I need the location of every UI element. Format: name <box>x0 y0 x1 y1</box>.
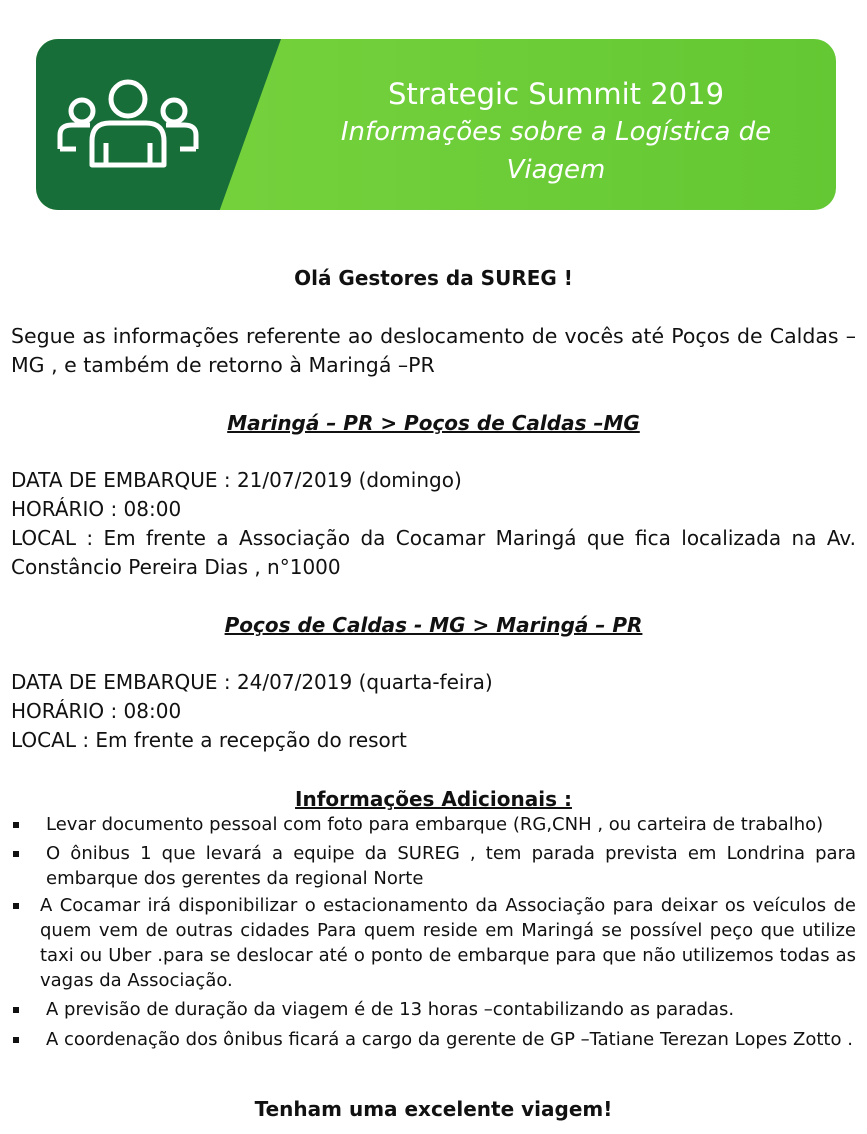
bullet-square-icon <box>13 903 19 909</box>
list-item <box>10 841 856 891</box>
list-item-text: A coordenação dos ônibus ficará a cargo da gerente de GP –Tatiane Terezan Lopes Zotto . <box>46 1029 853 1050</box>
banner-text <box>282 75 830 189</box>
list-item <box>10 1027 856 1052</box>
bullet-square-icon <box>13 1007 19 1013</box>
return-time: HORÁRIO : 08:00 <box>11 699 182 723</box>
return-location: LOCAL : Em frente a recepção do resort <box>11 728 407 752</box>
outbound-location: LOCAL : Em frente a Associação da Cocamar Maringá que fica localizada na Av. Constâncio Pereira Dias , n°1000 <box>11 526 856 579</box>
bullet-square-icon <box>13 1037 19 1043</box>
list-item <box>10 997 856 1022</box>
people-group-icon <box>54 77 202 173</box>
bullet-square-icon <box>13 851 19 857</box>
list-item-text: A Cocamar irá disponibilizar o estacionamento da Associação para deixar os veículos de quem vem de outras cidades Para quem reside em Maringá se possível peço que utilize taxi ou Uber .para se deslocar até o ponto de embarque para que não utilizemos todas as vagas da Associação. <box>40 895 856 991</box>
list-item-text: O ônibus 1 que levará a equipe da SUREG , tem parada prevista em Londrina para embarque dos gerentes da regional Norte <box>46 843 856 889</box>
outbound-time: HORÁRIO : 08:00 <box>11 497 182 521</box>
return-date: DATA DE EMBARQUE : 24/07/2019 (quarta-feira) <box>11 670 493 694</box>
return-heading: Poços de Caldas - MG > Maringá – PR <box>224 613 643 637</box>
list-item-text: Levar documento pessoal com foto para embarque (RG,CNH , ou carteira de trabalho) <box>46 814 824 835</box>
list-item <box>10 893 856 993</box>
outbound-date: DATA DE EMBARQUE : 21/07/2019 (domingo) <box>11 468 462 492</box>
banner-subtitle-line1: Informações sobre a Logística de <box>340 117 772 147</box>
outbound-heading: Maringá – PR > Poços de Caldas –MG <box>227 411 640 435</box>
additional-list <box>10 812 856 1052</box>
banner-subtitle-line2: Viagem <box>506 155 606 185</box>
list-item-text: A previsão de duração da viagem é de 13 horas –contabilizando as paradas. <box>46 999 735 1020</box>
additional-heading: Informações Adicionais : <box>295 787 572 811</box>
header-banner <box>36 39 836 210</box>
greeting: Olá Gestores da SUREG ! <box>294 266 573 290</box>
closing-message: Tenham uma excelente viagem! <box>254 1097 613 1121</box>
list-item <box>10 812 856 837</box>
intro-paragraph: Segue as informações referente ao deslocamento de vocês até Poços de Caldas – MG , e também de retorno à Maringá –PR <box>11 324 856 377</box>
bullet-square-icon <box>13 822 19 828</box>
banner-title: Strategic Summit 2019 <box>387 77 725 111</box>
